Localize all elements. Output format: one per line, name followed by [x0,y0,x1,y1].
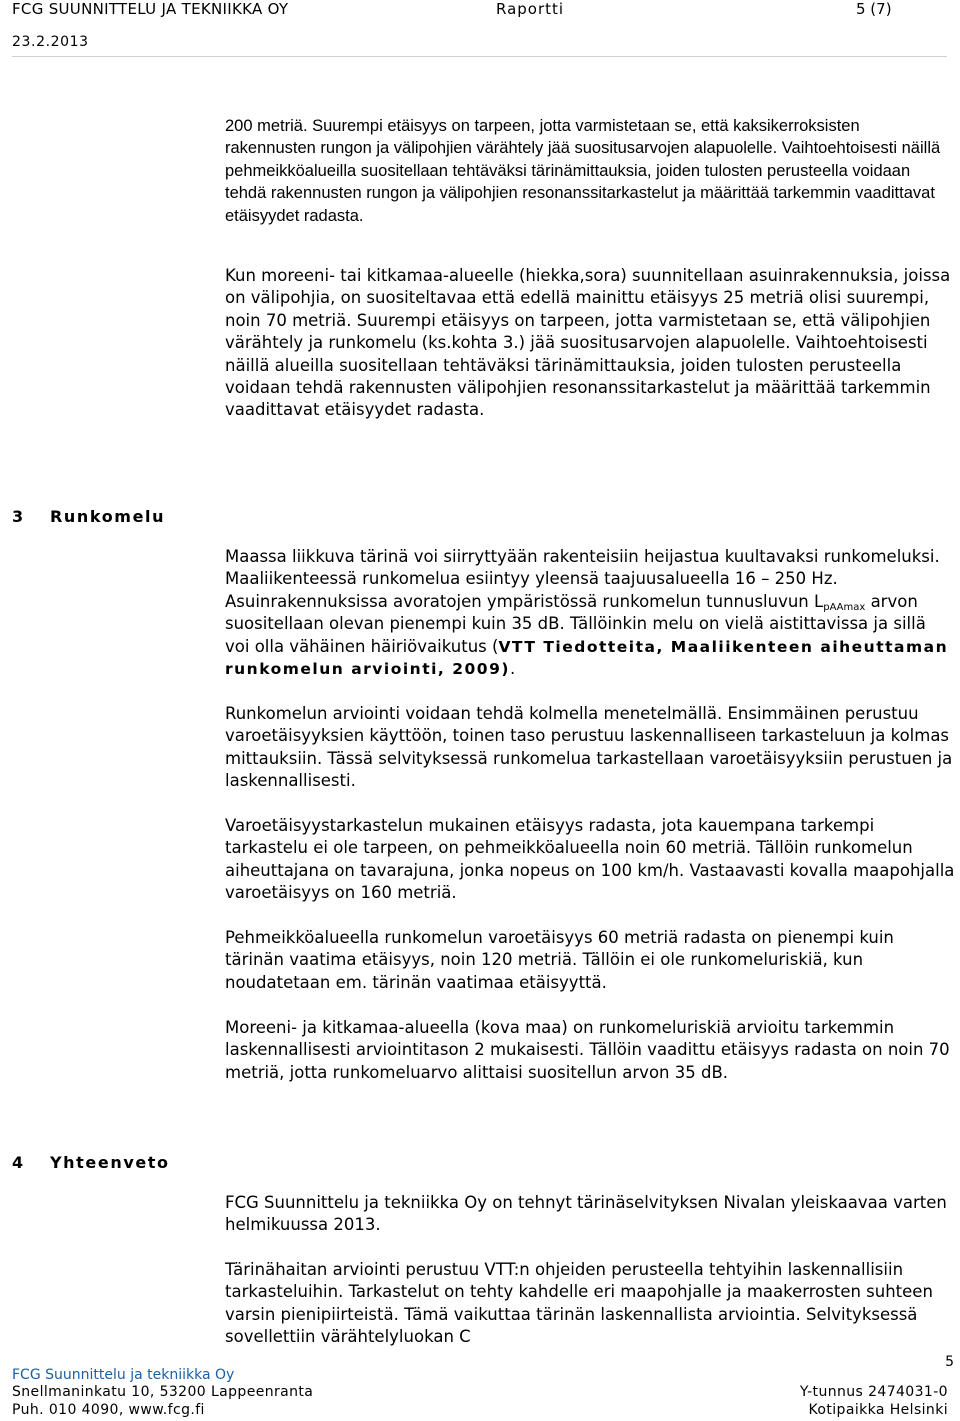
footer-seat: Kotipaikka Helsinki [808,1402,948,1418]
paragraph: Pehmeikköalueella runkomelun varoetäisyys 60 metriä radasta on pienempi kuin tärinän vaatima etäisyys, noin 120 metriä. Tällöin ei ole runkomeluriskiä, kun noudatetaan em. tärinän vaatimaa etäisyyttä. [225,928,894,992]
reference-citation: VTT Tiedotteita, Maaliikenteen aiheuttaman runkomelun arviointi, 2009) [225,637,949,679]
subscript: pAAmax [823,601,866,613]
header-document-type: Raportti [496,0,565,18]
paragraph [225,546,955,680]
section-title: Yhteenveto [50,1153,170,1172]
paragraph: Tärinähaitan arviointi perustuu VTT:n ohjeiden perusteella tehtyihin laskennallisiin tarkasteluihin. Tarkastelut on tehty kahdelle eri maapohjalle ja maakerrosten suhteen varsin pienipiirteistä. Tämä vaikuttaa tärinän laskennallista arviointia. Selvityksessä sovellettiin värähtelyluokan C [225,1260,933,1347]
footer-contact: Puh. 010 4090, www.fcg.fi [12,1402,205,1418]
paragraph: Moreeni- ja kitkamaa-alueella (kova maa) on runkomeluriskiä arvioitu tarkemmin laskennallisesti arviointitason 2 mukaisesti. Tällöin vaadittu etäisyys radasta on noin 70 metriä, jotta runkomeluarvo alittaisi suositellun arvon 35 dB. [225,1018,950,1082]
footer-page-number: 5 [945,1354,954,1370]
section3-paragraph-5 [225,1017,955,1084]
header-divider [12,56,947,57]
paragraph: Runkomelun arviointi voidaan tehdä kolmella menetelmällä. Ensimmäinen perustuu varoetäisyyksien käyttöön, toinen taso perustuu laskennalliseen tarkasteluun ja kolmas mittauksiin. Tässä selvityksessä runkomelua tarkastellaan varoetäisyyksiin perustuen ja laskennallisesti. [225,704,953,791]
header-company: FCG SUUNNITTELU JA TEKNIIKKA OY [12,0,289,18]
header-date: 23.2.2013 [12,34,89,50]
text-run: arvon suositellaan olevan pienempi kuin 35 dB. Tällöinkin melu on vielä aistittavissa ja sillä voi olla vähäinen häiriövaikutus ( [225,591,926,656]
paragraph-block-2 [225,265,955,422]
section4-paragraph-2 [225,1259,955,1349]
section3-paragraph-4 [225,927,955,994]
section-heading-runkomelu [12,507,165,526]
footer-company: FCG Suunnittelu ja tekniikka Oy [12,1367,235,1383]
section3-paragraph-1 [225,546,955,680]
text-run: Maassa liikkuva tärinä voi siirryttyään rakenteisiin heijastua kuultavaksi runkomeluksi. Maaliikenteessä runkomelua esiintyy yleensä taajuusalueella 16 – 250 Hz. Asuinrakennuksissa avoratojen ympäristössä runkomelun tunnusluvun L [225,547,940,611]
page-footer [0,1354,960,1421]
footer-address: Snellmaninkatu 10, 53200 Lappeenranta [12,1384,314,1400]
section4-paragraph-1 [225,1192,955,1237]
footer-business-id: Y-tunnus 2474031-0 [799,1384,948,1400]
paragraph: FCG Suunnittelu ja tekniikka Oy on tehnyt tärinäselvityksen Nivalan yleiskaavaa varten helmikuussa 2013. [225,1193,947,1235]
section-heading-yhteenveto [12,1153,170,1172]
text-run: . [509,659,516,679]
section-title: Runkomelu [50,507,166,526]
paragraph: 200 metriä. Suurempi etäisyys on tarpeen, jotta varmistetaan se, että kaksikerroksisten rakennusten rungon ja välipohjien värähtely jää suositusarvojen alapuolelle. Vaihtoehtoisesti näillä pehmeikköalueilla suositellaan tehtäväksi tärinämittauksia, joiden tulosten perusteella voidaan tehdä rakennusten rungon ja välipohjien resonanssitarkastelut ja määrittää tarkemmin vaadittavat etäisyydet radasta. [225,117,941,225]
paragraph: Varoetäisyystarkastelun mukainen etäisyys radasta, jota kauempana tarkempi tarkastelu ei ole tarpeen, on pehmeikköalueella noin 60 metriä. Tällöin runkomelun aiheuttajana on tavarajuna, jonka nopeus on 100 km/h. Vastaavasti kovalla maapohjalla varoetäisyys on 160 metriä. [225,816,955,903]
section3-paragraph-3 [225,815,955,905]
section3-paragraph-2 [225,703,955,793]
section-number: 4 [12,1153,25,1172]
paragraph: Kun moreeni- tai kitkamaa-alueelle (hiekka,sora) suunnitellaan asuinrakennuksia, joissa on välipohjia, on suositeltavaa että edellä mainittu etäisyys 25 metriä olisi suurempi, noin 70 metriä. Suurempi etäisyys on tarpeen, jotta varmistetaan se, että välipohjien värähtely ja runkomelu (ks.kohta 3.) jää suositusarvojen alapuolelle. Vaihtoehtoisesti näillä alueilla suositellaan tehtäväksi tärinämittauksia, joiden tulosten perusteella voidaan tehdä rakennusten välipohjien resonanssitarkastelut ja määrittää tarkemmin vaadittavat etäisyydet radasta. [225,266,951,420]
header-page-count: 5 (7) [856,0,892,18]
paragraph-block-1 [225,115,955,227]
section-number: 3 [12,507,25,526]
